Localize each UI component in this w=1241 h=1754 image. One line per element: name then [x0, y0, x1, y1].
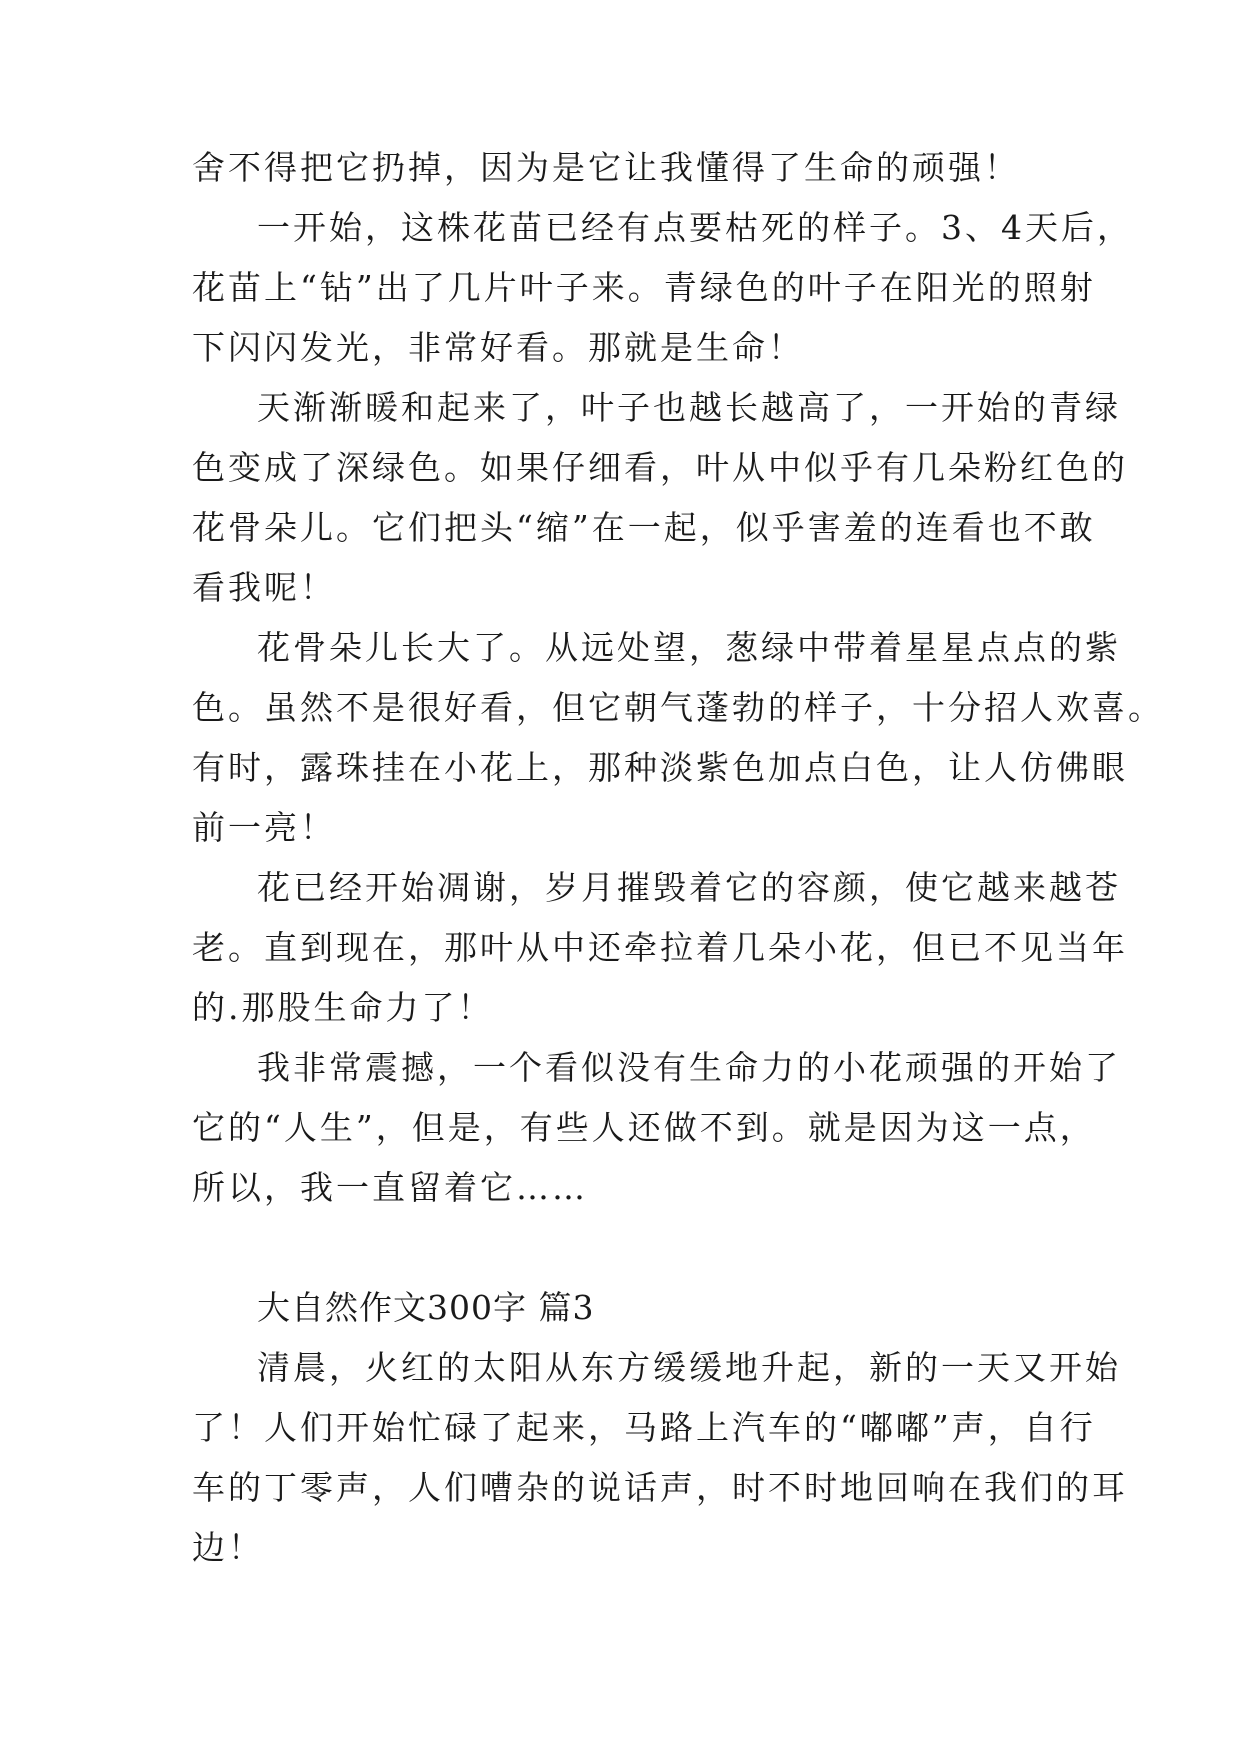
paragraph-line: 花骨朵儿长大了。从远处望，葱绿中带着星星点点的紫 — [257, 628, 1121, 667]
paragraph-line: 车的丁零声，人们嘈杂的说话声，时不时地回响在我们的耳 — [192, 1468, 1128, 1507]
paragraph-line: 天渐渐暖和起来了，叶子也越长越高了，一开始的青绿 — [257, 388, 1121, 427]
paragraph-line: 花骨朵儿。它们把头“缩”在一起，似乎害羞的连看也不敢 — [192, 508, 1096, 547]
paragraph-line: 舍不得把它扔掉，因为是它让我懂得了生命的顽强！ — [192, 148, 1020, 187]
paragraph-line: 它的“人生”，但是，有些人还做不到。就是因为这一点， — [192, 1108, 1096, 1147]
paragraph-line: 所以，我一直留着它…… — [192, 1168, 588, 1207]
paragraph-line: 花已经开始凋谢，岁月摧毁着它的容颜，使它越来越苍 — [257, 868, 1121, 907]
paragraph-line: 下闪闪发光，非常好看。那就是生命！ — [192, 328, 804, 367]
paragraph-line: 花苗上“钻”出了几片叶子来。青绿色的叶子在阳光的照射 — [192, 268, 1096, 307]
paragraph-line: 边！ — [192, 1528, 264, 1567]
paragraph-line: 色变成了深绿色。如果仔细看，叶从中似乎有几朵粉红色的 — [192, 448, 1128, 487]
paragraph-line: 的.那股生命力了！ — [192, 988, 494, 1027]
paragraph-line: 一开始，这株花苗已经有点要枯死的样子。3、4天后， — [257, 208, 1133, 247]
paragraph-line: 色。虽然不是很好看，但它朝气蓬勃的样子，十分招人欢喜。 — [192, 688, 1164, 727]
paragraph-line: 前一亮！ — [192, 808, 336, 847]
paragraph-line: 我非常震撼，一个看似没有生命力的小花顽强的开始了 — [257, 1048, 1121, 1087]
paragraph-line: 老。直到现在，那叶从中还牵拉着几朵小花，但已不见当年 — [192, 928, 1128, 967]
paragraph-line: 清晨，火红的太阳从东方缓缓地升起，新的一天又开始 — [257, 1348, 1121, 1387]
section-heading: 大自然作文300字 篇3 — [257, 1288, 595, 1327]
paragraph-line: 有时，露珠挂在小花上，那种淡紫色加点白色，让人仿佛眼 — [192, 748, 1128, 787]
paragraph-line: 了！人们开始忙碌了起来，马路上汽车的“嘟嘟”声，自行 — [192, 1408, 1096, 1447]
paragraph-line: 看我呢！ — [192, 568, 336, 607]
